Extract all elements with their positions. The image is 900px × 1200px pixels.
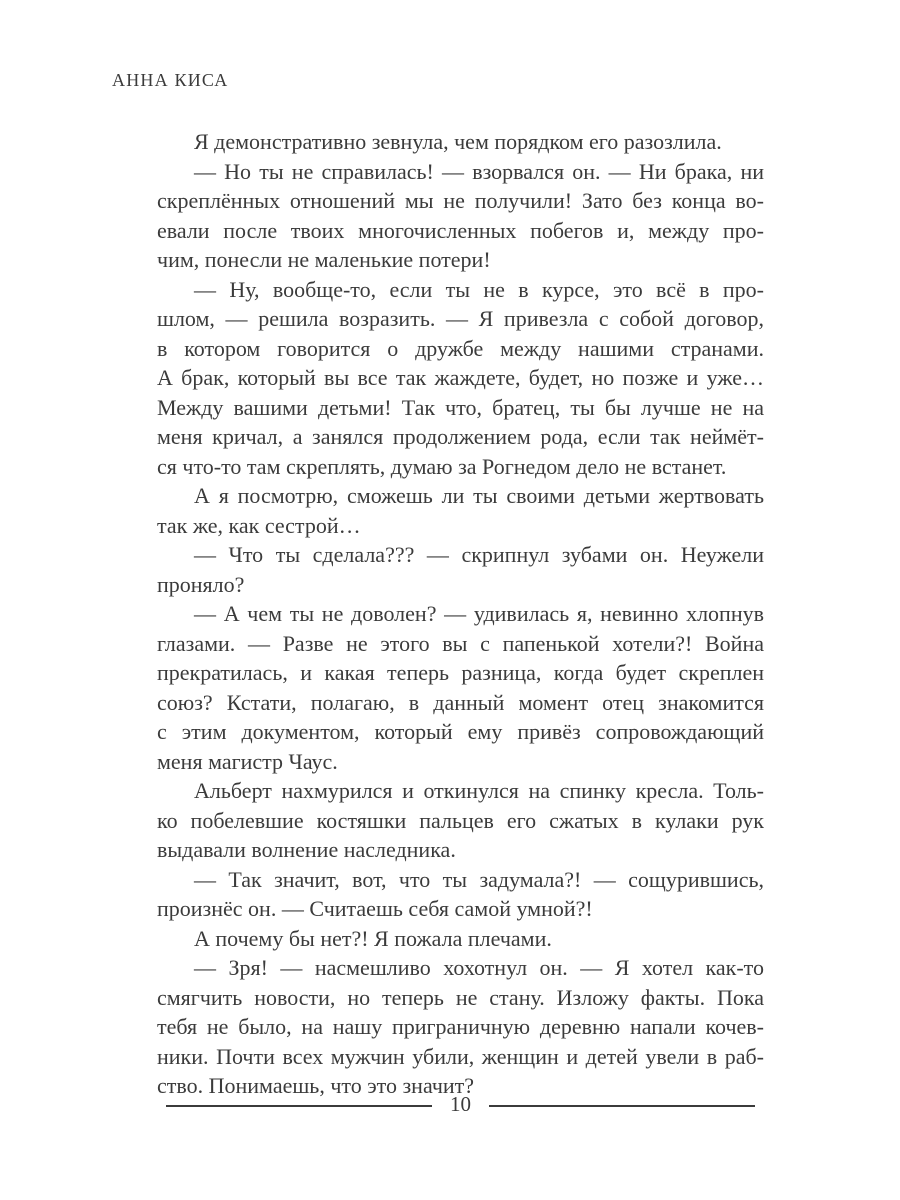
text-line: ство. Понимаешь, что это значит?	[157, 1073, 475, 1098]
text-line: проняло?	[157, 571, 245, 597]
paragraph	[157, 540, 764, 599]
text-line: прекратилась, и какая теперь разница, когда будет скреплен	[157, 660, 764, 685]
text-line: ся что-то там скреплять, думаю за Рогнедом дело не встанет.	[157, 453, 727, 479]
paragraph	[157, 865, 764, 924]
paragraph	[157, 481, 764, 540]
page-footer	[157, 1092, 764, 1116]
paragraph	[157, 599, 764, 776]
paragraph	[157, 127, 764, 157]
text-line: чим, понесли не маленькие потери!	[157, 247, 491, 272]
text-line: меня магистр Чаус.	[157, 748, 338, 774]
text-line: А я посмотрю, сможешь ли ты своими детьми жертвовать	[194, 483, 764, 508]
text-line: ники. Почти всех мужчин убили, женщин и детей увели в раб-	[157, 1043, 764, 1069]
paragraph	[157, 776, 764, 865]
text-line: в котором говорится о дружбе между нашими странами.	[157, 335, 764, 361]
text-line: — Так значит, вот, что ты задумала?! — сощурившись,	[194, 866, 764, 892]
paragraph	[157, 157, 764, 275]
text-line: скреплённых отношений мы не получили! Зато без конца во-	[157, 188, 764, 213]
text-line: — Зря! — насмешливо хохотнул он. — Я хотел как-то	[194, 955, 764, 980]
text-line: глазами. — Разве не этого вы с папенькой хотели?! Война	[157, 630, 764, 656]
page-text	[157, 127, 764, 1101]
text-line: так же, как сестрой…	[157, 512, 361, 538]
text-line: тебя не было, на нашу приграничную деревню напали кочев-	[157, 1014, 764, 1039]
paragraph	[157, 275, 764, 482]
footer-rule-left	[166, 1105, 432, 1107]
text-line: — А чем ты не доволен? — удивилась я, невинно хлопнув	[194, 601, 764, 626]
text-line: Альберт нахмурился и откинулся на спинку кресла. Толь-	[194, 778, 764, 803]
text-line: — Что ты сделала??? — скрипнул зубами он. Неужели	[194, 542, 764, 567]
text-line: А почему бы нет?! Я пожала плечами.	[194, 925, 552, 951]
text-line: шлом, — решила возразить. — Я привезла с собой договор,	[157, 306, 764, 331]
text-line: ко побелевшие костяшки пальцев его сжатых в кулаки рук	[157, 807, 764, 833]
running-header-author: АННА КИСА	[112, 70, 229, 90]
text-line: с этим документом, который ему привёз сопровождающий	[157, 719, 764, 744]
page-number: 10	[450, 1092, 471, 1116]
text-line: Я демонстративно зевнула, чем порядком его разозлила.	[194, 129, 722, 154]
text-line: выдавали волнение наследника.	[157, 837, 456, 862]
text-line: союз? Кстати, полагаю, в данный момент отец знакомится	[157, 689, 764, 715]
paragraph	[157, 924, 764, 954]
text-line: евали после твоих многочисленных побегов и, между про-	[157, 217, 764, 243]
text-line: — Но ты не справилась! — взорвался он. — Ни брака, ни	[194, 158, 764, 184]
text-line: смягчить новости, но теперь не стану. Изложу факты. Пока	[157, 984, 764, 1010]
text-line: произнёс он. — Считаешь себя самой умной?!	[157, 896, 593, 921]
text-line: Между вашими детьми! Так что, братец, ты бы лучше не на	[157, 394, 764, 420]
text-line: меня кричал, а занялся продолжением рода, если так неймёт-	[157, 424, 764, 449]
text-line: — Ну, вообще-то, если ты не в курсе, это всё в про-	[194, 276, 764, 302]
paragraph	[157, 953, 764, 1101]
text-line: А брак, который вы все так жаждете, будет, но позже и уже…	[157, 365, 764, 390]
footer-rule-right	[489, 1105, 755, 1107]
